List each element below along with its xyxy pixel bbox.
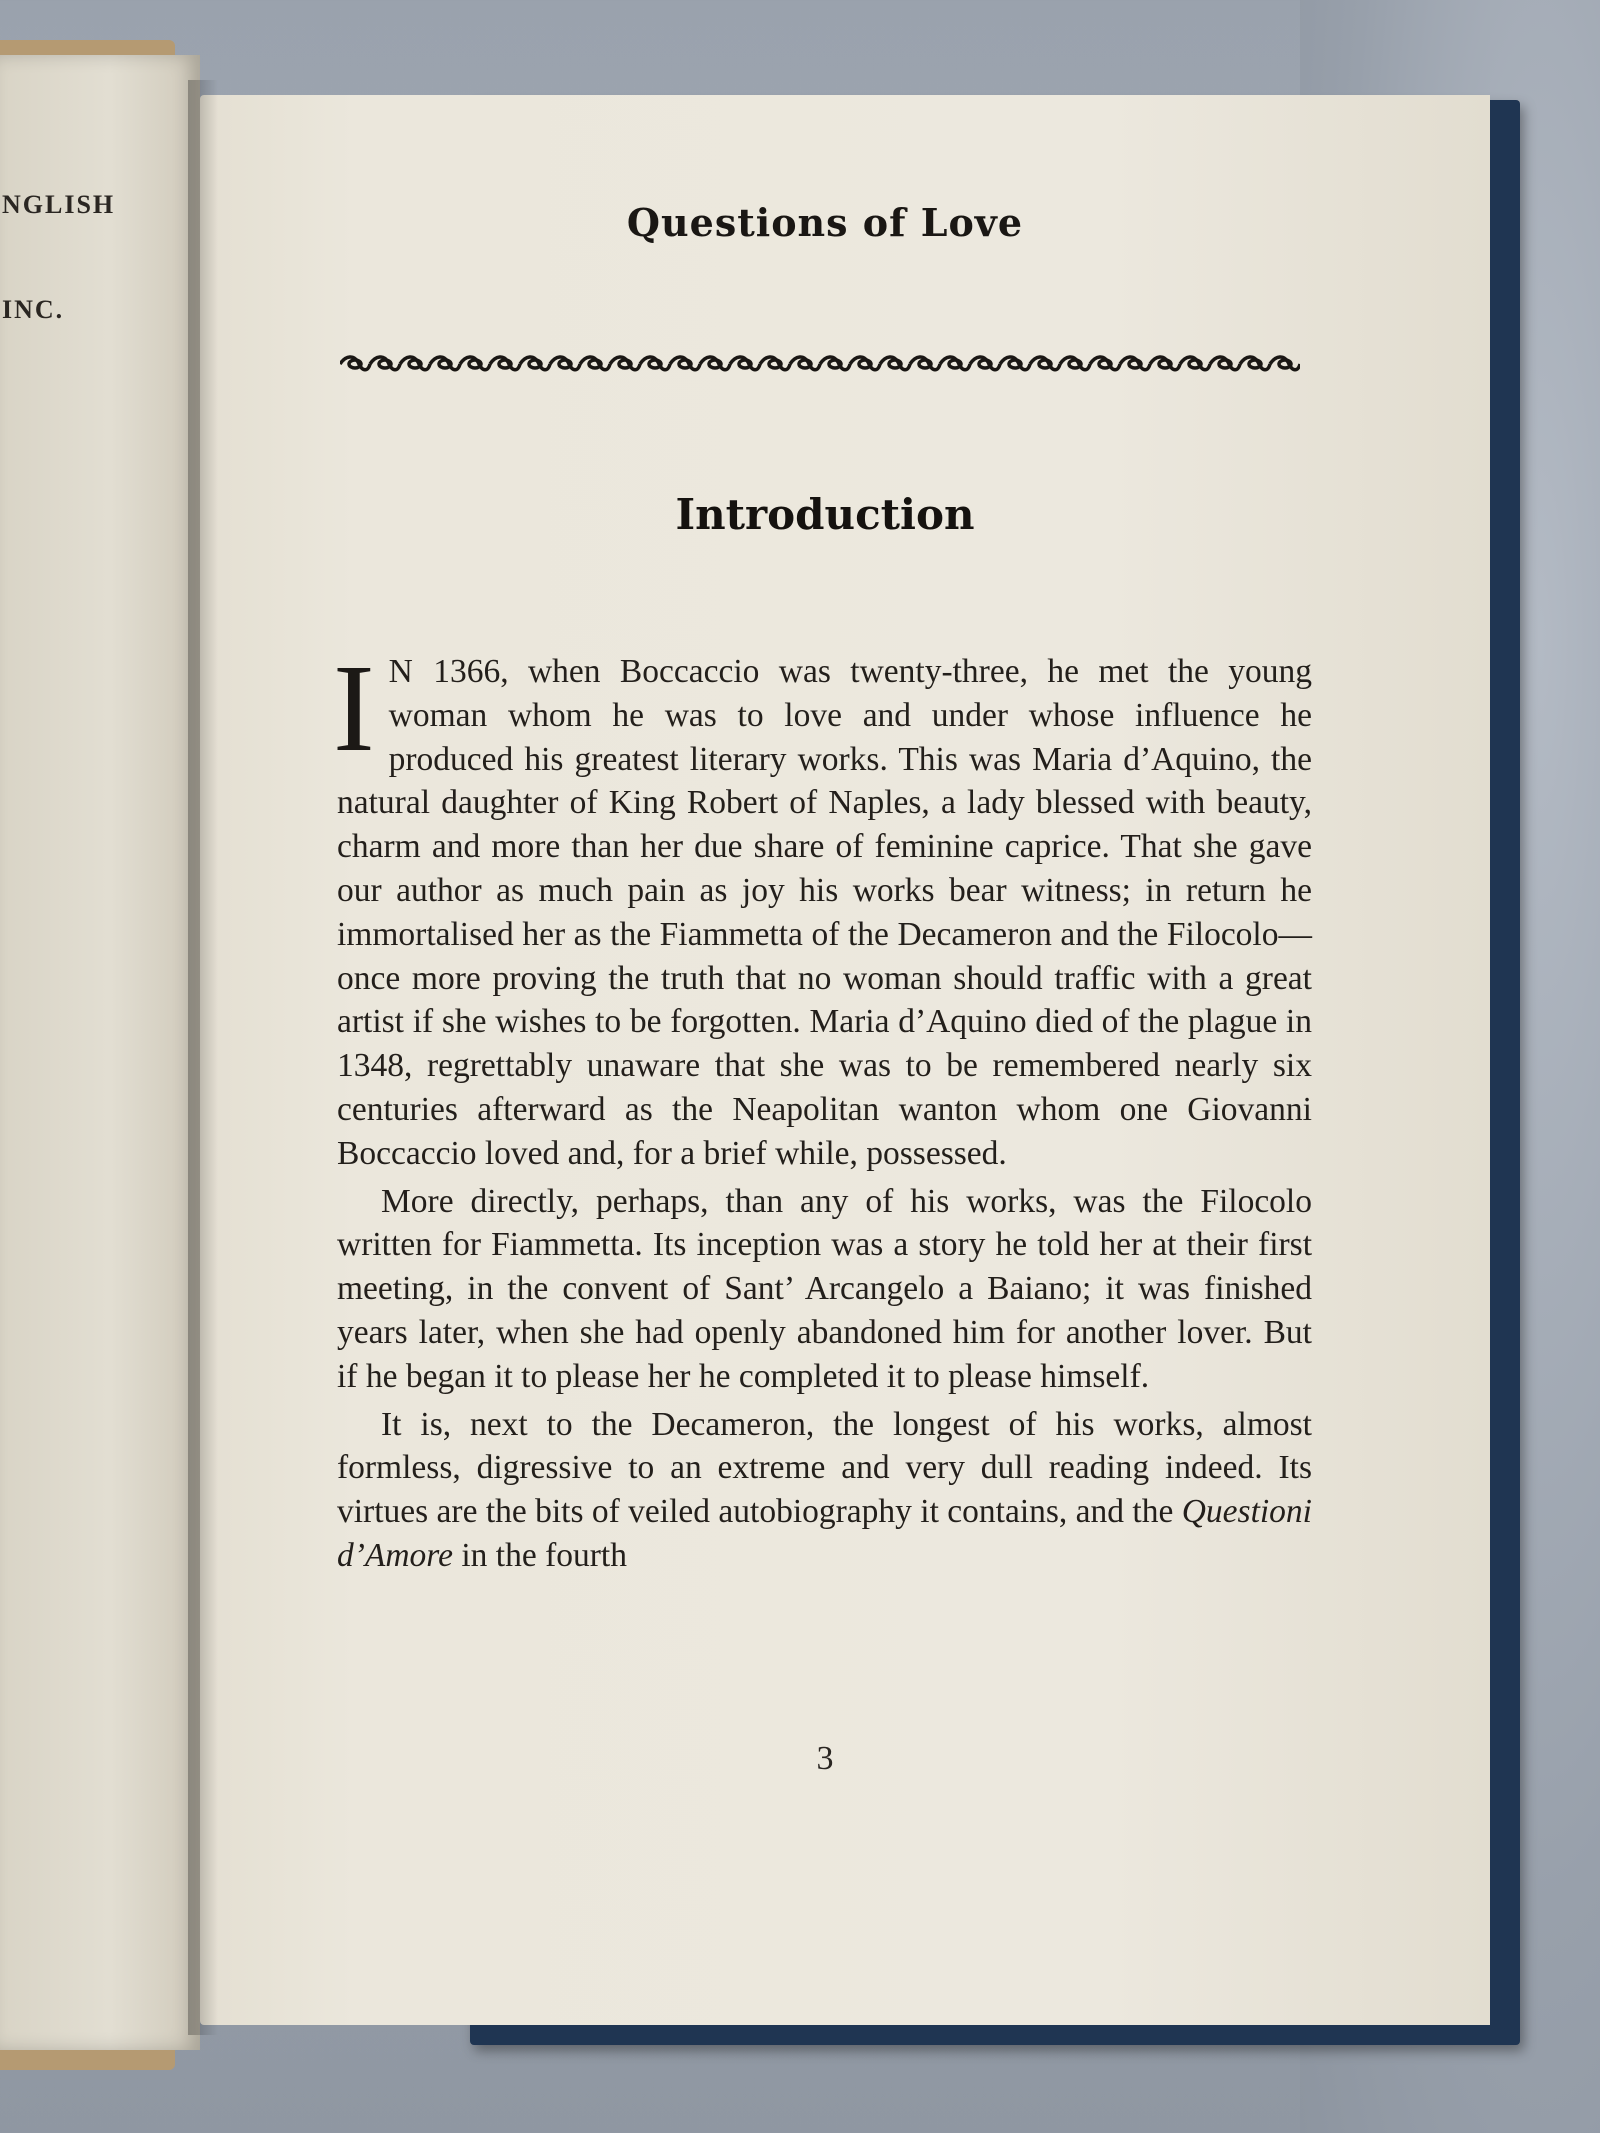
drop-cap: I [333, 640, 375, 778]
chapter-title: Introduction [675, 490, 975, 539]
page-number: 3 [816, 1740, 834, 1777]
left-page-fragment: INC. [2, 295, 65, 324]
running-head: Questions of Love [626, 200, 1024, 245]
ornamental-rule [340, 352, 1300, 376]
italic-title: Questioni d’Amore [337, 1493, 1312, 1574]
paragraph [337, 1180, 1312, 1399]
paragraph-text: It is, next to the Decameron, the longest of his works, almost formless, digressive to an extreme and very dull reading indeed. Its virtues are the bits of veiled autobiography it contains, and the [337, 1405, 1312, 1531]
body-text [333, 640, 1312, 1578]
first-letters: N [388, 653, 414, 690]
paragraph-text: More directly, perhaps, than any of his works, was the Filocolo written for Fiammetta. Its inception was a story he told her at their first meeting, in the convent of Sant’ Arcangelo a Baiano; it was finished years later, when she had openly abandoned him for another lover. But if he began it to please her he completed it to please himself. [337, 1182, 1312, 1395]
paragraph-text: in the fourth [452, 1536, 627, 1574]
paragraph [337, 1403, 1312, 1578]
paragraph-text: 1366, when Boccaccio was twenty-three, he met the young woman whom he was to love and under whose influence he produced his greatest literary works. This was Maria d’Aquino, the natural daughter of King Robert of Naples, a lady blessed with beauty, charm and more than her due share of feminine caprice. That she gave our author as much pain as joy his works bear witness; in return he immortalised her as the Fiammetta of the Decameron and the Filocolo—once more proving the truth that no woman should traffic with a great artist if she wishes to be forgotten. Maria d’Aquino died of the plague in 1348, regrettably unaware that she was to be remembered nearly six centuries afterward as the Neapolitan wanton whom one Giovanni Boccaccio loved and, for a brief while, possessed. [337, 653, 1312, 1172]
paragraph [333, 640, 1312, 1176]
left-page-fragment: NGLISH [2, 190, 116, 219]
